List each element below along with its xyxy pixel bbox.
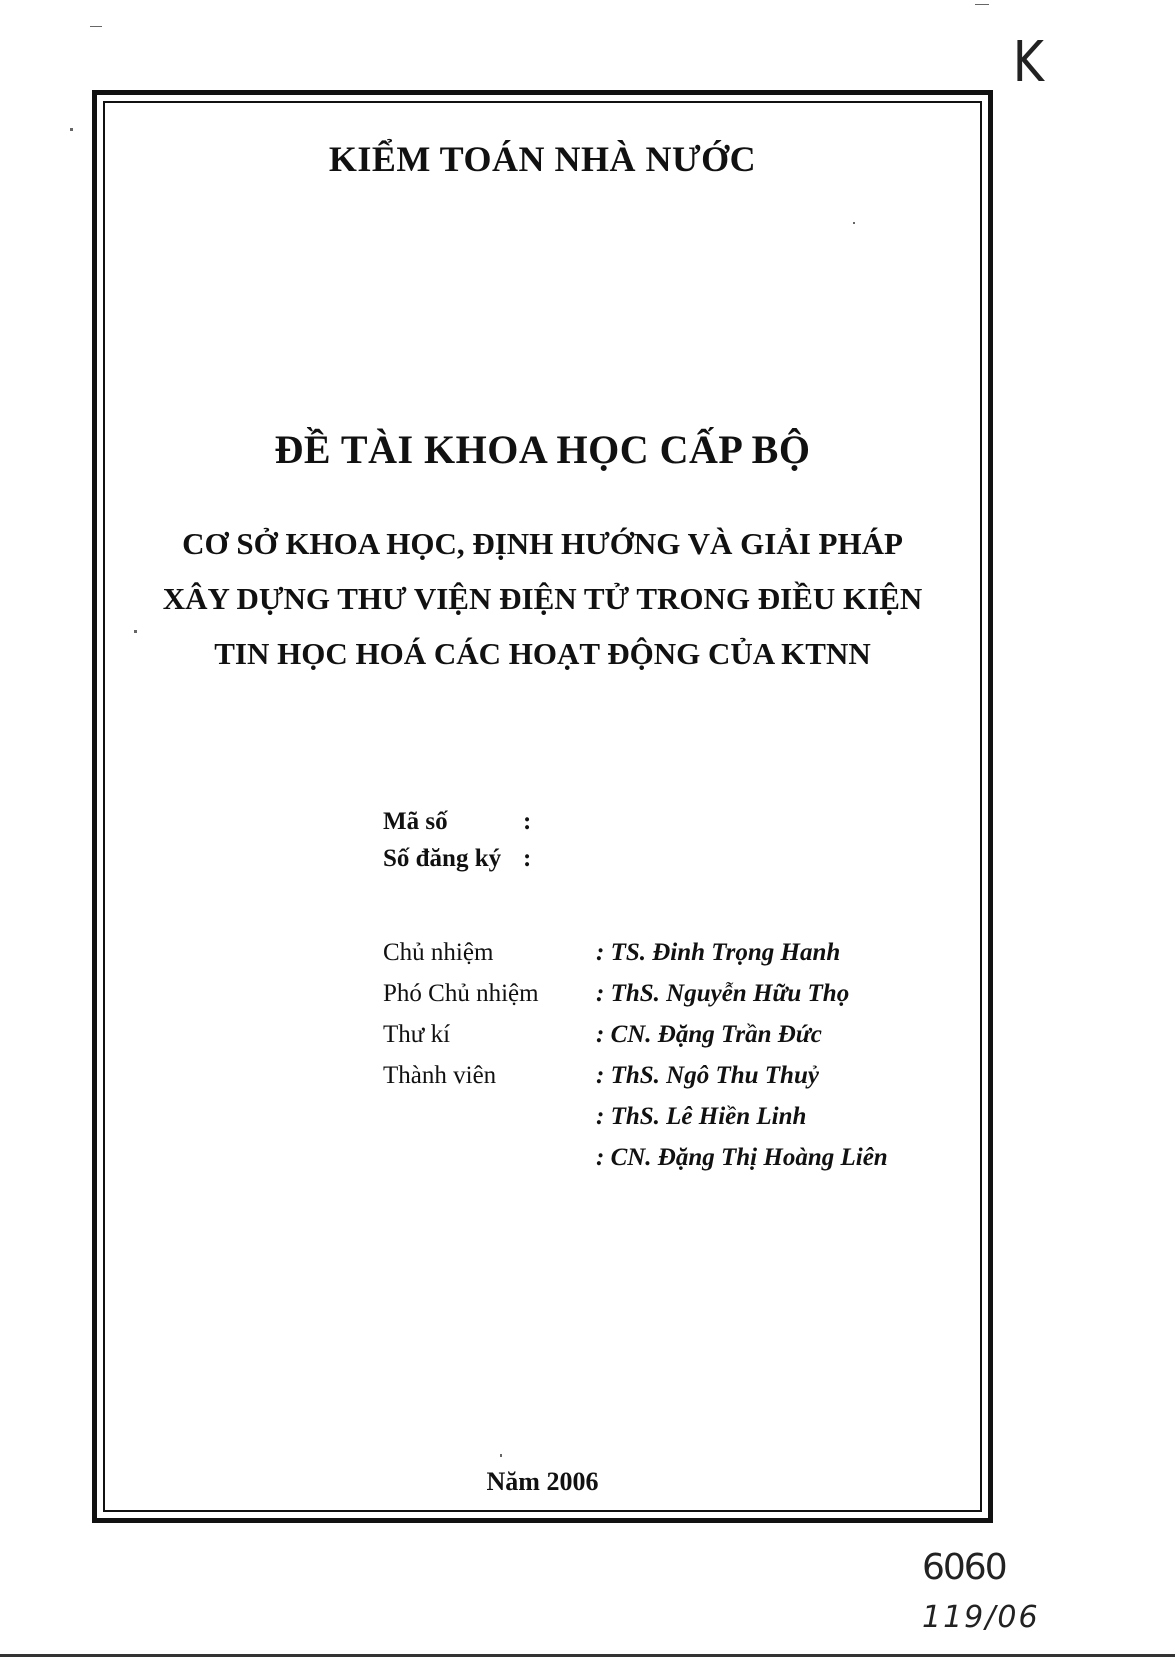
team-role: Thư kí bbox=[383, 1021, 451, 1048]
title-line: XÂY DỰNG THƯ VIỆN ĐIỆN TỬ TRONG ĐIỀU KIỆN bbox=[162, 581, 923, 616]
code-label: Mã số bbox=[383, 808, 448, 835]
title-line: TIN HỌC HOÁ CÁC HOẠT ĐỘNG CỦA KTNN bbox=[214, 636, 871, 671]
document-title bbox=[92, 516, 993, 681]
team-member-name: : CN. Đặng Trần Đức bbox=[596, 1021, 822, 1048]
code-row bbox=[383, 803, 531, 840]
team-role: Thành viên bbox=[383, 1062, 497, 1089]
team-member-name: : ThS. Lê Hiền Linh bbox=[596, 1103, 807, 1130]
registration-codes bbox=[383, 803, 531, 877]
organization-heading: KIỂM TOÁN NHÀ NƯỚC bbox=[328, 139, 757, 179]
scan-speck bbox=[90, 26, 102, 27]
scan-speck bbox=[134, 630, 137, 633]
scan-speck bbox=[70, 128, 73, 131]
page-border-inner bbox=[103, 101, 982, 1512]
scan-speck bbox=[975, 4, 989, 5]
handwritten-date: 119/06 bbox=[922, 1600, 1040, 1635]
team-member-name: : ThS. Ngô Thu Thuỷ bbox=[596, 1062, 819, 1089]
title-line: CƠ SỞ KHOA HỌC, ĐỊNH HƯỚNG VÀ GIẢI PHÁP bbox=[182, 526, 903, 561]
team-row bbox=[383, 1137, 888, 1178]
team-member-name: : CN. Đặng Thị Hoàng Liên bbox=[596, 1144, 888, 1171]
scan-speck bbox=[0, 1654, 1175, 1657]
handwritten-number: 6060 bbox=[922, 1547, 1006, 1588]
team-member-name: : ThS. Nguyễn Hữu Thọ bbox=[596, 980, 850, 1007]
team-role: Chủ nhiệm bbox=[383, 939, 494, 966]
team-role bbox=[383, 1137, 596, 1178]
research-team bbox=[383, 932, 888, 1178]
team-role: Phó Chủ nhiệm bbox=[383, 980, 539, 1007]
team-member-name: : TS. Đinh Trọng Hanh bbox=[596, 939, 841, 966]
code-separator: : bbox=[523, 845, 532, 872]
publication-year: Năm 2006 bbox=[486, 1467, 599, 1496]
code-separator: : bbox=[523, 808, 532, 835]
team-role bbox=[383, 1096, 596, 1137]
team-row bbox=[383, 932, 888, 973]
code-row bbox=[383, 840, 531, 877]
team-row bbox=[383, 1096, 888, 1137]
team-row bbox=[383, 1055, 888, 1096]
page-border bbox=[92, 90, 993, 1523]
handwritten-corner-mark: K bbox=[1012, 30, 1044, 95]
team-row bbox=[383, 973, 888, 1014]
scan-speck bbox=[853, 222, 855, 224]
scan-speck bbox=[500, 1454, 502, 1457]
team-row bbox=[383, 1014, 888, 1055]
code-label: Số đăng ký bbox=[383, 845, 502, 872]
document-type-heading: ĐỀ TÀI KHOA HỌC CẤP BỘ bbox=[274, 427, 811, 472]
